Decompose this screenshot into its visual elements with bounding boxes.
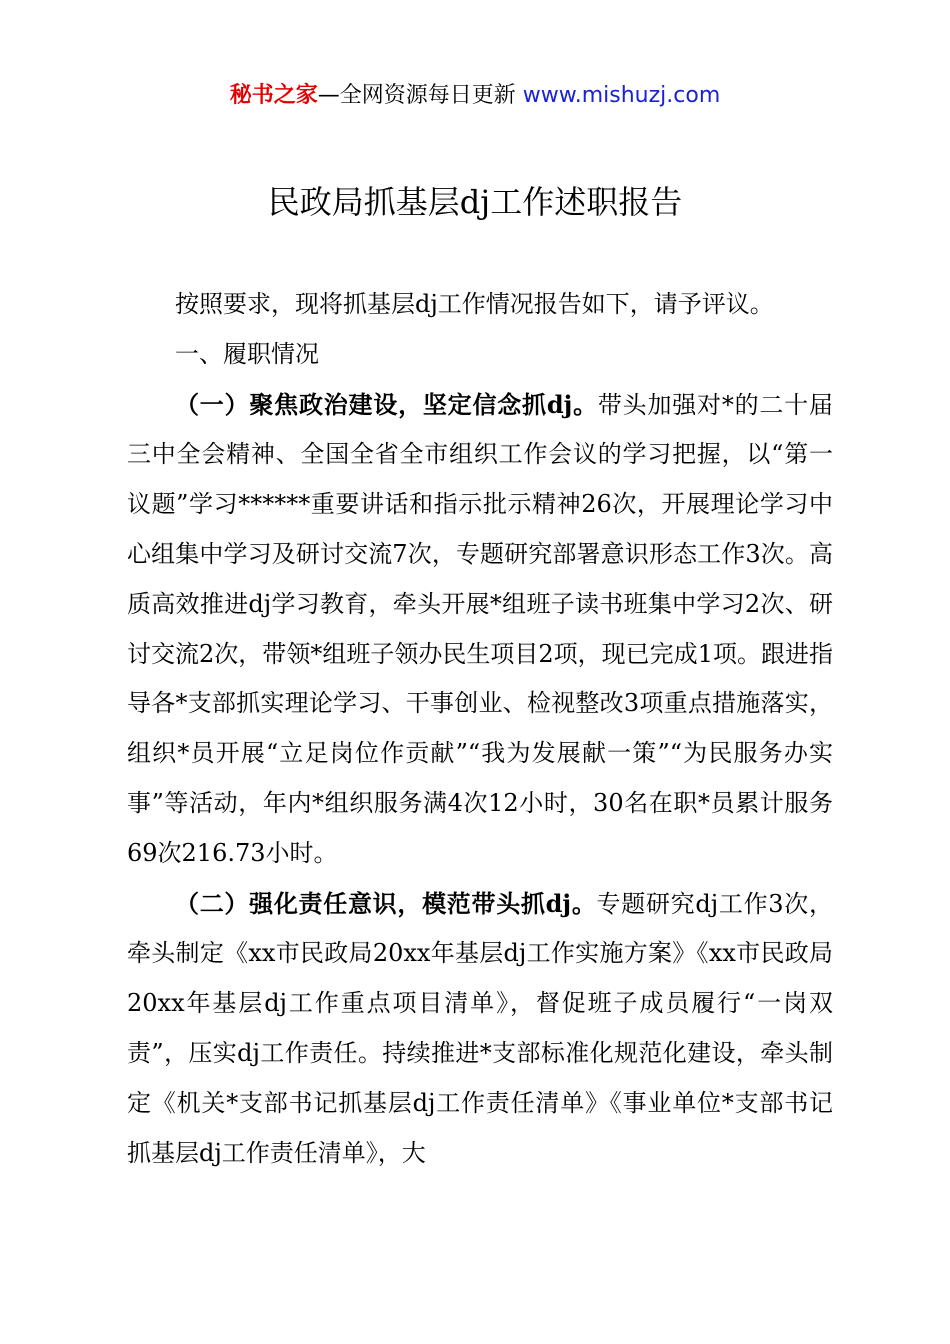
brand-name: 秘书之家: [229, 83, 318, 108]
paragraph-2-lead: （二）强化责任意识，模范带头抓dj。: [175, 888, 597, 918]
site-header: [0, 80, 950, 112]
paragraph-2: [127, 879, 833, 1179]
site-url-link[interactable]: www.mishuzj.com: [522, 83, 721, 108]
header-tagline: —全网资源每日更新: [317, 83, 523, 108]
paragraph-2-body: 专题研究dj工作3次，牵头制定《xx市民政局20xx年基层dj工作实施方案》《xx市民政局20xx年基层dj工作重点项目清单》，督促班子成员履行“一岗双责”，压实dj工作责任。持续推进*支部标准化规范化建设，牵头制定《机关*支部书记抓基层dj工作责任清单》《事业单位*支部书记抓基层dj工作责任清单》，大: [127, 889, 833, 1167]
document-body: [127, 280, 833, 1178]
section-heading: 一、履职情况: [175, 339, 319, 368]
intro-paragraph: 按照要求，现将抓基层dj工作情况报告如下，请予评议。: [175, 290, 774, 318]
document-title: 民政局抓基层dj工作述职报告: [267, 183, 683, 221]
paragraph-1: [127, 380, 833, 879]
paragraph-1-lead: （一）聚焦政治建设，坚定信念抓dj。: [175, 389, 598, 419]
paragraph-1-body: 带头加强对*的二十届三中全会精神、全国全省全市组织工作会议的学习把握，以“第一议题”学习******重要讲话和指示批示精神26次，开展理论学习中心组集中学习及研讨交流7次，专题研究部署意识形态工作3次。高质高效推进dj学习教育，牵头开展*组班子读书班集中学习2次、研讨交流2次，带领*组班子领办民生项目2项，现已完成1项。跟进指导各*支部抓实理论学习、干事创业、检视整改3项重点措施落实，组织*员开展“立足岗位作贡献”“我为发展献一策”“为民服务办实事”等活动，年内*组织服务满4次12小时，30名在职*员累计服务69次216.73小时。: [127, 390, 833, 867]
